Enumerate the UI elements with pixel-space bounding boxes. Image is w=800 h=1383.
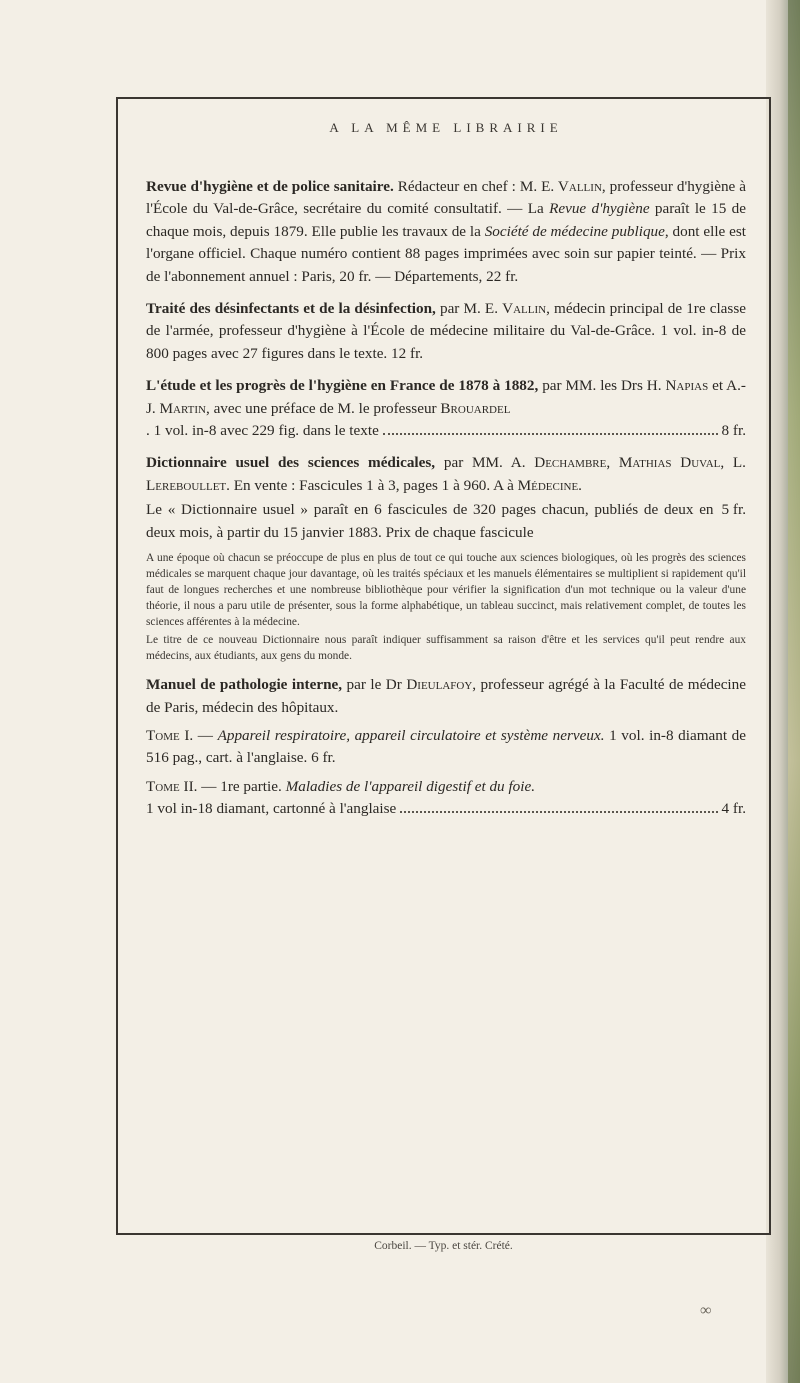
library-page-mark: ∞ bbox=[700, 1302, 712, 1319]
tome-label: Tome II. bbox=[146, 777, 198, 795]
author-names: Dechambre, Mathias Duval, L. Lereboullet bbox=[146, 454, 746, 494]
tome-title: Maladies de l'appareil digestif et du foie. bbox=[285, 777, 536, 795]
running-head: A LA MÊME LIBRAIRIE bbox=[329, 120, 563, 135]
price: 8 fr. bbox=[721, 422, 746, 440]
colophon: Corbeil. — Typ. et stér. Crété. bbox=[374, 1240, 513, 1252]
price-line bbox=[146, 499, 746, 544]
author-name: Napias bbox=[665, 377, 709, 395]
range-end: Médecine bbox=[517, 476, 579, 494]
tome-1: Tome I. — Appareil respiratoire, appareil circulatoire et système nerveux. 1 vol. in-8 diamant de 516 pag., cart. à l'anglaise. 6 fr. bbox=[146, 726, 747, 767]
society-name: Société de médecine publique bbox=[484, 222, 665, 240]
author-name: Brouardel bbox=[440, 399, 511, 417]
entry-title: Manuel de pathologie interne, bbox=[146, 676, 343, 694]
tome-2: Tome II. — 1re partie. Maladies de l'appareil digestif et du foie. 1 vol in-18 diamant, cartonné à l'anglaise 4 fr. bbox=[146, 776, 746, 821]
entry-title: L'étude et les progrès de l'hygiène en France de 1878 à 1882, bbox=[146, 377, 539, 395]
journal-title: Revue d'hygiène bbox=[549, 200, 650, 218]
tome-title: Appareil respiratoire, appareil circulatoire et système nerveux. bbox=[217, 726, 605, 744]
price: 5 fr. bbox=[721, 501, 746, 519]
author-name: Martin bbox=[159, 399, 206, 417]
note-paragraph: A une époque où chacun se préoccupe de plus en plus de tout ce qui touche aux sciences biologiques, où les progrès des sciences médicales se marquent chaque jour davantage, où les traités spéciaux et les manuels élémentaires se multiplient si rapidement qu'il faut de longues recherches et une nombreuse bibliothèque pour vérifier la signification d'un mot technique ou la valeur d'une théorie, il nous a paru utile de présenter, sous la forme alphabétique, un tableau succinct, mais relativement complet, de toutes les sciences afférentes à la médecine. bbox=[146, 552, 746, 629]
price: 4 fr. bbox=[721, 800, 746, 818]
author-name: Dieulafoy bbox=[406, 676, 473, 694]
entry-manuel-pathologie: Manuel de pathologie interne, par le Dr Dieulafoy, professeur agrégé à la Faculté de médecine de Paris, médecin des hôpitaux. Tome I. — Appareil respiratoire, appareil circulatoire et système nerveux. 1 vol. in-8 diamant de 516 pag., cart. à l'anglaise. 6 fr. Tome II. — 1re partie. Maladies de l'appareil digestif et du foie. 1 vol in-18 diamant, cartonné à l'anglaise 4 fr. bbox=[146, 674, 746, 820]
price-line: 1 vol in-18 diamant, cartonné à l'anglaise 4 fr. bbox=[146, 798, 746, 820]
author-name: Vallin bbox=[502, 300, 547, 318]
note-paragraph: Le titre de ce nouveau Dictionnaire nous paraît indiquer suffisamment sa raison d'être et les services qu'il peut rendre aux médecins, aux étudiants, aux gens du monde. bbox=[146, 634, 746, 663]
entry-title: Traité des désinfectants et de la désinfection, bbox=[146, 300, 436, 318]
tome-label: Tome I. bbox=[146, 726, 194, 744]
entry-traite-desinfectants: Traité des désinfectants et de la désinfection, par M. E. Vallin, médecin principal de 1re classe de l'armée, professeur d'hygiène à l'École de médecine militaire du Val-de-Grâce. 1 vol. in-8 de 800 pages avec 27 figures dans le texte. 12 fr. bbox=[146, 300, 746, 362]
entry-title: Dictionnaire usuel des sciences médicales, bbox=[146, 454, 436, 472]
leader-dots bbox=[400, 810, 717, 813]
dictionnaire-description: Le « Dictionnaire usuel » paraît en 6 fascicules de 320 pages chacun, publiés de deux en deux mois, à partir du 15 janvier 1883. Prix de chaque fascicule bbox=[146, 501, 714, 541]
entry-dictionnaire: Dictionnaire usuel des sciences médicales, par MM. A. Dechambre, Mathias Duval, L. Lereboullet. En vente : Fascicules 1 à 3, pages 1 à 960. A à Médecine. Le « Dictionnaire usuel » paraît en 6 fascicules de 320 pages chacun, publiés de deux en deux mois, à partir du 15 janvier 1883. Prix de chaque fascicule 5 fr. A une époque où chacun se préoccupe de plus en plus de tout ce qui touche aux sciences biologiques, où les progrès des sciences médicales se marquent chaque jour davantage, où les traités spéciaux et les manuels élémentaires se multiplient si rapidement qu'il faut de longues recherches et une nombreuse bibliothèque pour vérifier la signification d'un mot technique ou la valeur d'une théorie, il nous a paru utile de présenter, sous la forme alphabétique, un tableau succinct, mais relativement complet, de toutes les sciences afférentes à la médecine. Le titre de ce nouveau Dictionnaire nous paraît indiquer suffisamment sa raison d'être et les services qu'il peut rendre aux médecins, aux étudiants, aux gens du monde. bbox=[146, 454, 746, 663]
entry-etude-hygiene: L'étude et les progrès de l'hygiène en France de 1878 à 1882, par MM. les Drs H. Napias et A.-J. Martin, avec une préface de M. le professeur Brouardel . 1 vol. in-8 avec 229 fig. dans le texte 8 fr. bbox=[146, 375, 746, 442]
catalogue-content bbox=[146, 120, 746, 831]
price-line: . 1 vol. in-8 avec 229 fig. dans le texte 8 fr. bbox=[146, 420, 746, 442]
entry-title: Revue d'hygiène et de police sanitaire. bbox=[146, 178, 394, 195]
entry-revue-hygiene: Revue d'hygiène et de police sanitaire. Rédacteur en chef : M. E. Vallin, professeur d'hygiène à l'École du Val-de-Grâce, secrétaire du comité consultatif. — La Revue d'hygiène paraît le 15 de chaque mois, depuis 1879. Elle publie les travaux de la Société de médecine publique, dont elle est l'organe officiel. Chaque numéro contient 88 pages imprimées avec soin sur papier teinté. — Prix de l'abonnement annuel : Paris, 20 fr. — Départements, 22 fr. bbox=[146, 178, 747, 285]
author-name: E. Vallin bbox=[541, 178, 602, 195]
page-edge-shadow bbox=[788, 0, 800, 1383]
leader-dots bbox=[383, 432, 718, 435]
